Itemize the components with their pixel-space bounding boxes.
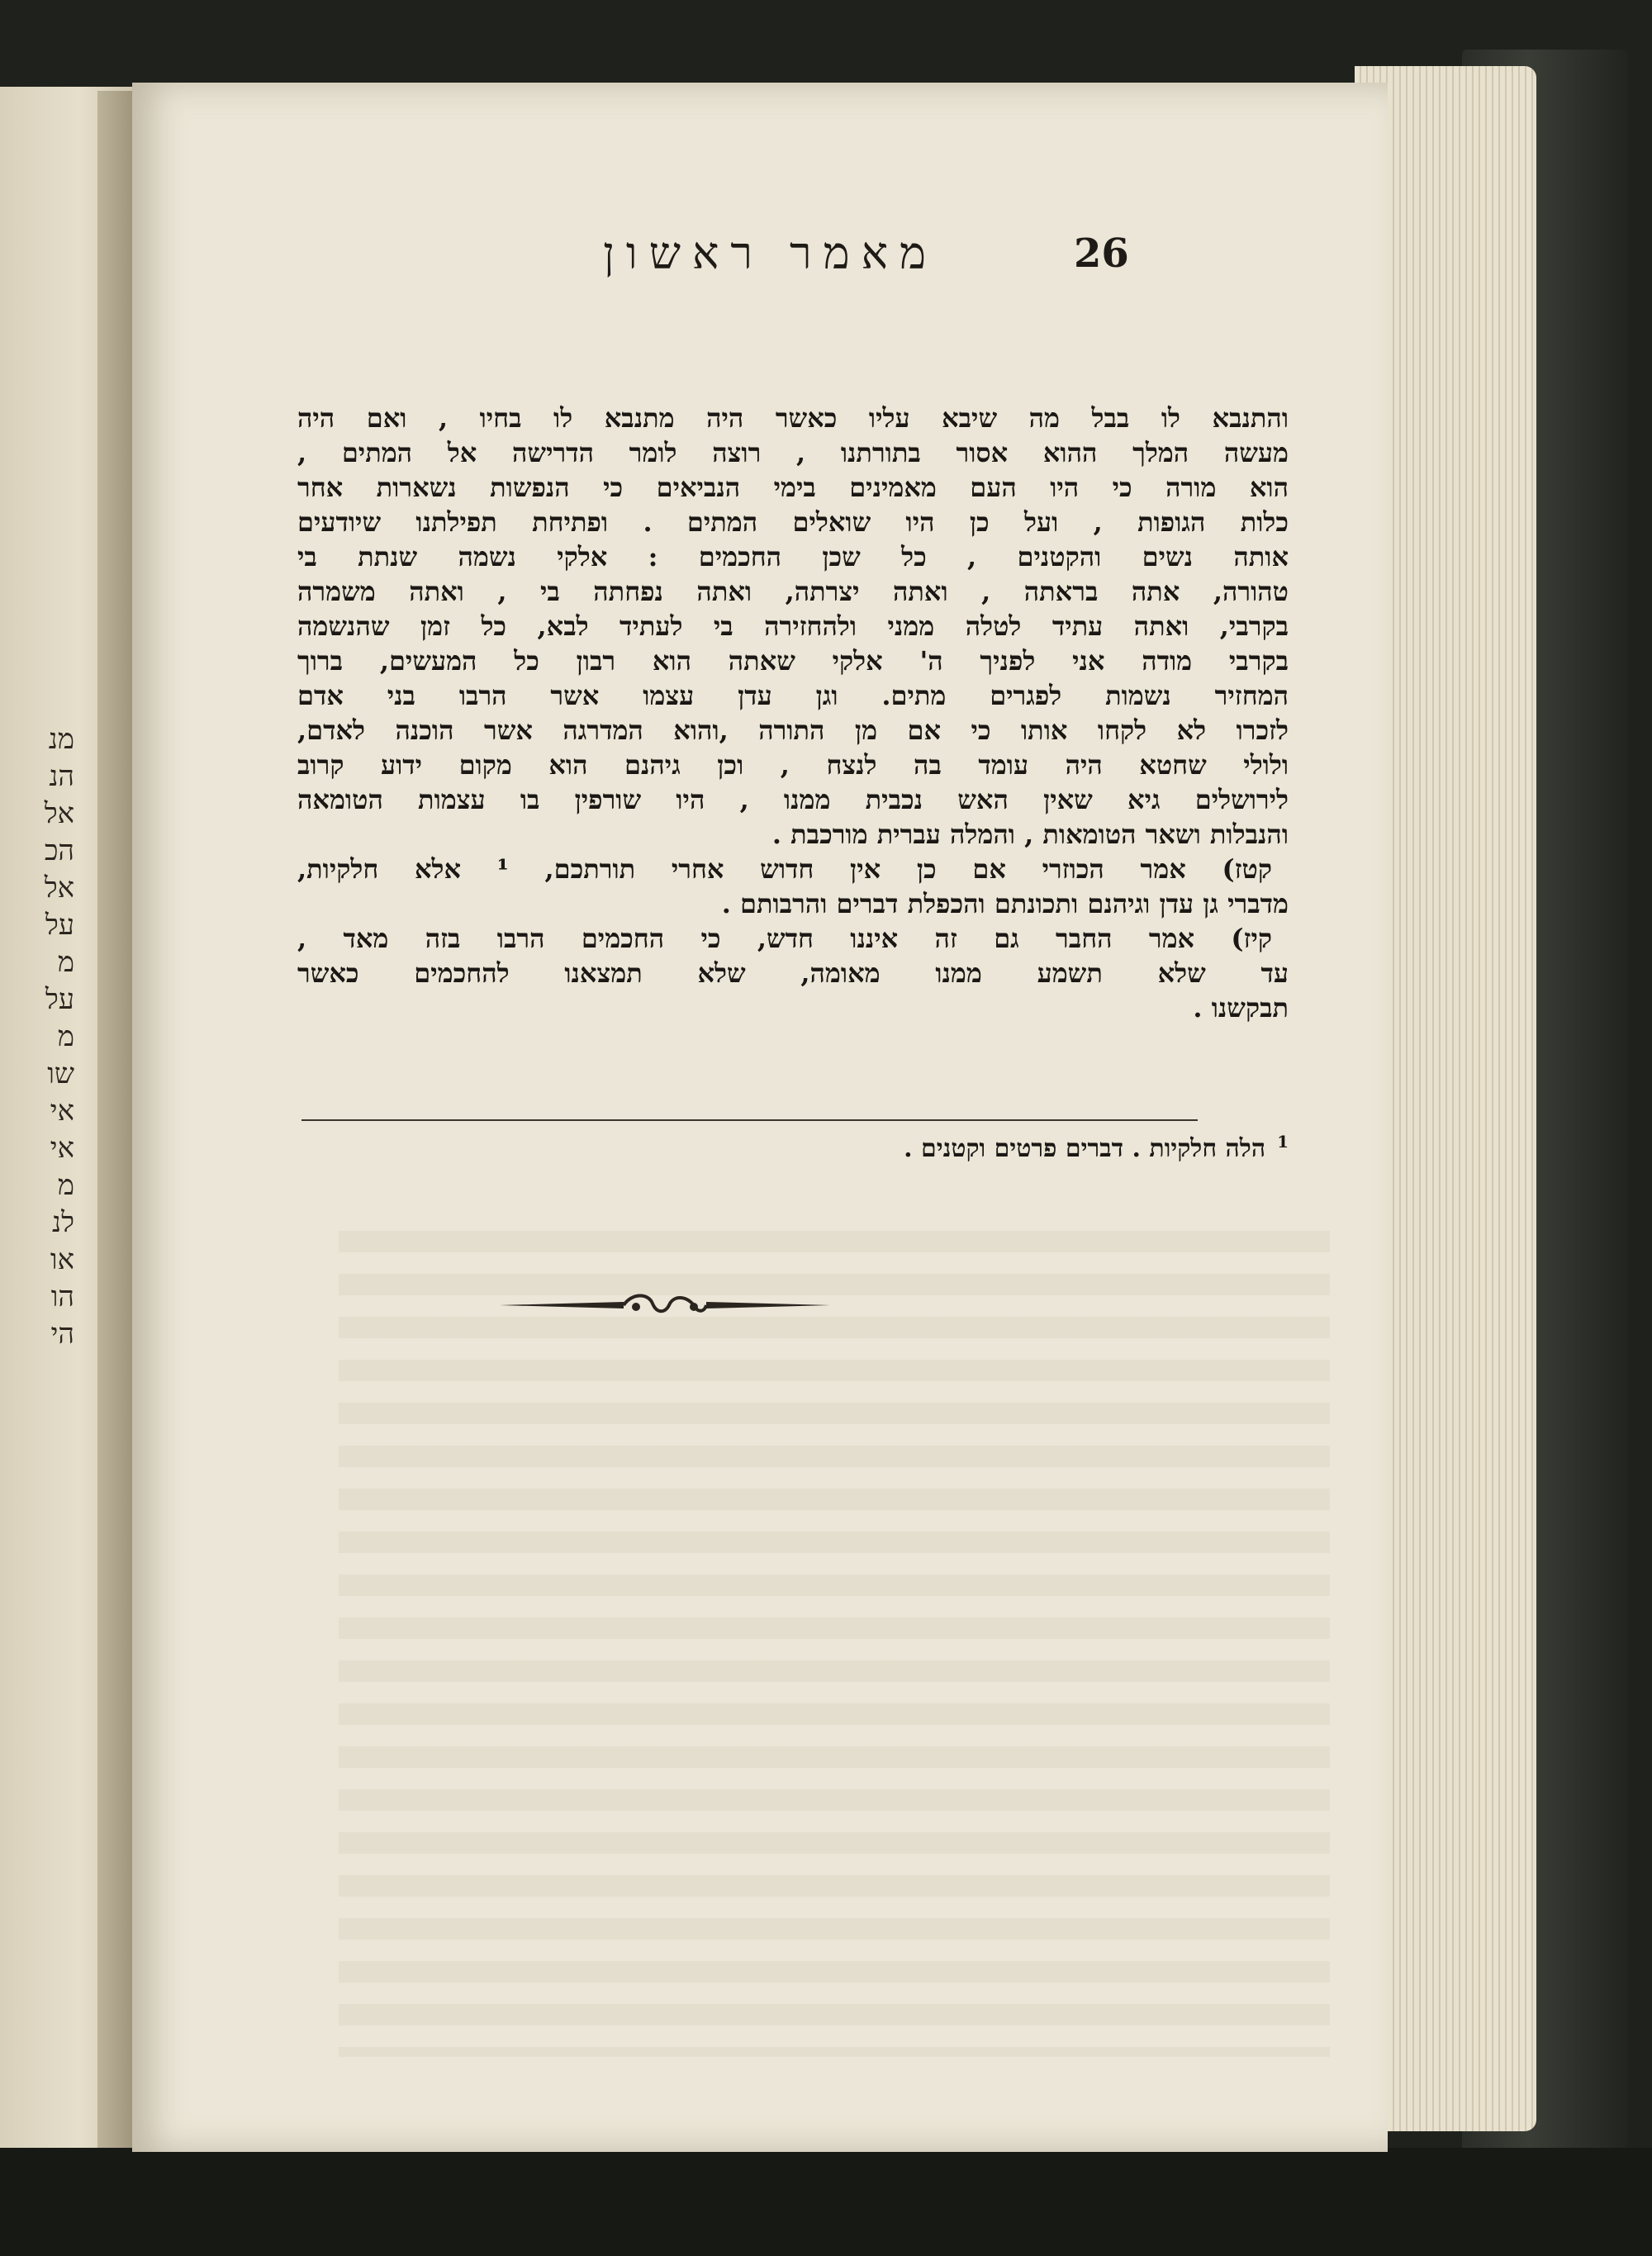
left-fragment: אי [50, 1132, 74, 1165]
ornament-icon [500, 1289, 830, 1322]
left-fragment: לנ [52, 1206, 74, 1239]
text-line: והתנבא לו בבל מה שיבא עליו כאשר היה מתנבא לו בחיו , ואם היה [297, 402, 1289, 434]
left-fragment: מנ [48, 723, 74, 756]
paragraph-116-line: קטז) אמר הכוזרי אם כן אין חדוש אחרי תורתכם, ¹ אלא חלקיות, [297, 853, 1273, 885]
left-fragment: הו [50, 1280, 74, 1313]
left-fragment: אי [50, 1095, 74, 1128]
text-line: והנבלות ושאר הטומאות , והמלה עברית מורכבת . [771, 819, 1289, 850]
running-title: מאמר ראשון [603, 227, 938, 279]
paragraph-116-line: מדברי גן עדן וגיהנם ותכונתם והכפלת דברים והרבותם . [721, 888, 1289, 919]
left-fragment: או [50, 1243, 74, 1276]
footnote-rule [301, 1119, 1198, 1121]
paragraph-117-line: עד שלא תשמע ממנו מאומה, שלא תמצאנו להחכמים כאשר [297, 957, 1289, 989]
page-header [132, 227, 1388, 293]
footnote-mark: 1 [1277, 1132, 1289, 1152]
left-fragment: על [45, 983, 74, 1016]
left-fragment: שו [47, 1057, 74, 1090]
text-line: כלות הגופות , ועל כן היו שואלים המתים . ופתיחת תפילתנו שיודעים [297, 506, 1289, 538]
footnote [297, 1132, 1289, 1163]
left-fragment: מ [57, 946, 74, 979]
text-line: המחזיר נשמות לפגרים מתים. וגן עדן עצמו אשר הרבו בני אדם [297, 680, 1289, 711]
text-line: בקרבי, ואתה עתיד לטלה ממני ולהחזירה בי לעתיד לבא, כל זמן שהנשמה [297, 610, 1289, 642]
paragraph-117-line: קיז) אמר החבר גם זה איננו חדש, כי החכמים הרבו בזה מאד , [297, 923, 1272, 954]
page-number: 26 [1074, 230, 1129, 277]
left-fragment: הנ [49, 760, 74, 793]
background-bottom [0, 2148, 1652, 2256]
text-line: טהורה, אתה בראתה , ואתה יצרתה, ואתה נפחתה בי , ואתה משמרה [297, 576, 1289, 607]
left-fragment: מ [57, 1020, 74, 1053]
text-line: בקרבי מודה אני לפניך ה' אלקי שאתה הוא רבון כל המעשים, ברוך [297, 645, 1289, 677]
text-line: ולולי שחטא היה עומד בה לנצח , וכן גיהנם הוא מקום ידוע קרוב [297, 749, 1289, 781]
left-fragment: הכ [44, 834, 74, 867]
bleed-through [339, 1231, 1330, 2057]
main-text [297, 401, 1289, 1025]
left-fragment: מ [57, 1169, 74, 1202]
left-fragment: אל [44, 872, 74, 905]
book-page [132, 83, 1388, 2152]
text-line: לירושלים גיא שאין האש נכבית ממנו , היו שורפין בו עצמות הטומאה [297, 784, 1289, 815]
text-line: אותה נשים והקטנים , כל שכן החכמים : אלקי נשמה שנתת בי [297, 541, 1289, 572]
left-fragment: הי [50, 1318, 74, 1351]
gutter [97, 91, 137, 2148]
footnote-text: הלה חלקיות . דברים פרטים וקטנים . [904, 1134, 1266, 1163]
left-fragment: אל [44, 797, 74, 830]
text-line: מעשה המלך ההוא אסור בתורתנו , רוצה לומר הדרישה אל המתים , [297, 437, 1289, 468]
text-line: הוא מורה כי היו העם מאמינים בימי הנביאים כי הנפשות נשארות אחר [297, 472, 1289, 503]
text-line: לזכרו לא לקחו אותו כי אם מן התורה ,והוא המדרגה אשר הוכנה לאדם, [297, 715, 1289, 746]
left-fragment: על [45, 909, 74, 942]
paragraph-117-line: תבקשנו . [1193, 992, 1289, 1024]
